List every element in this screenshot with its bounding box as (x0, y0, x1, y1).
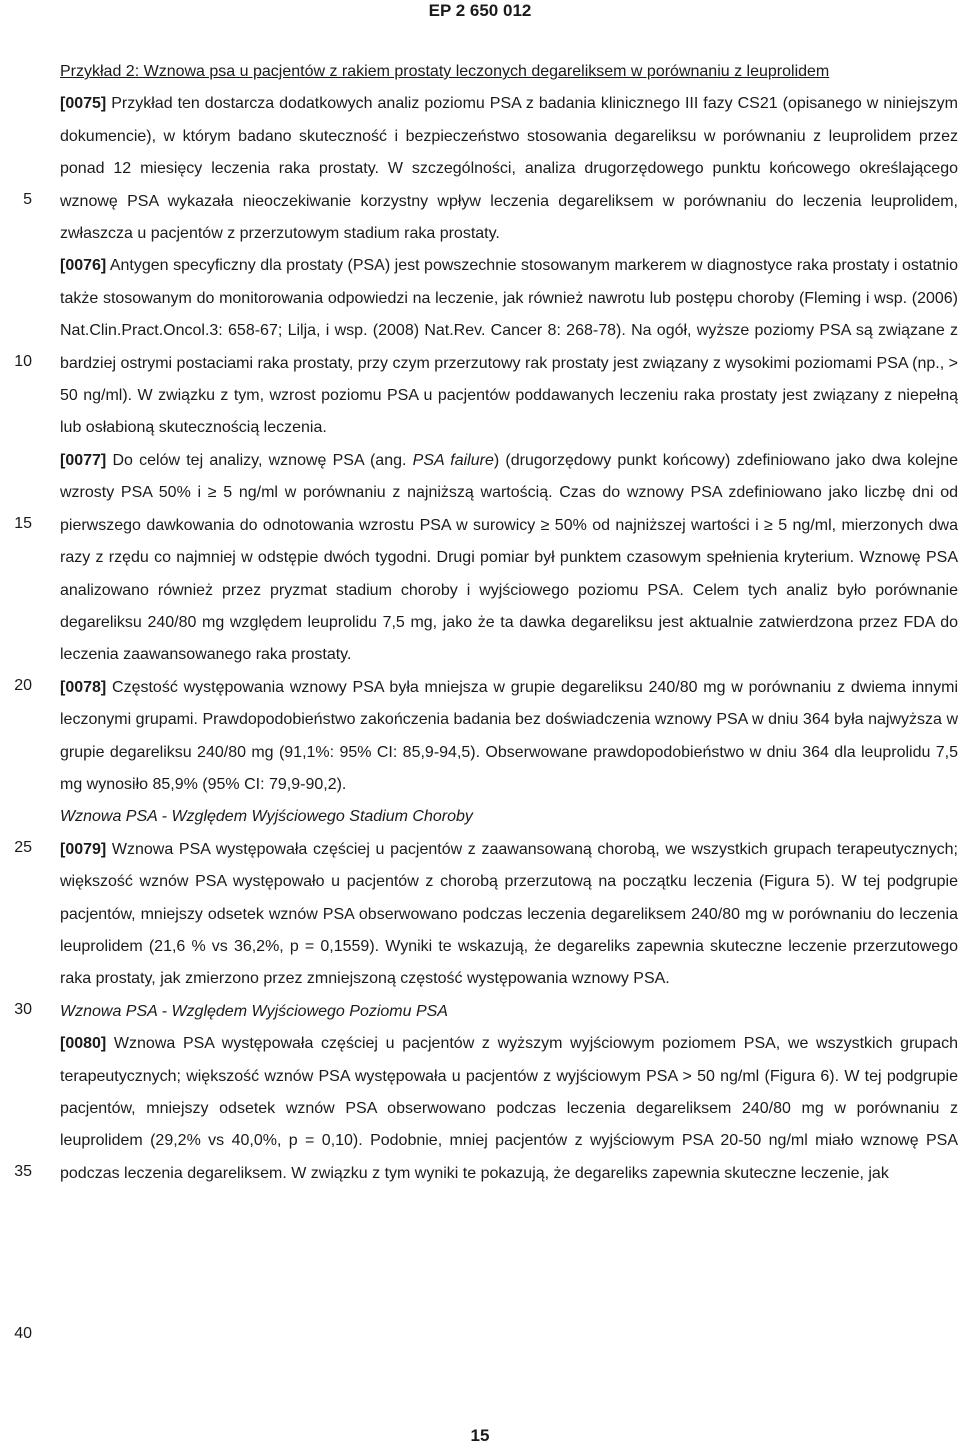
page-number: 15 (470, 1426, 490, 1445)
paragraph-text: Przykład ten dostarcza dodatkowych analiz poziomu PSA z badania klinicznego III fazy CS21 (opisanego w niniejszym dokumencie), w którym badano skuteczność i bezpieczeństwo stosowania degareliksu w porównaniu z leuprolidem przez ponad 12 miesięcy leczenia raka prostaty. W szczególności, analiza drugorzędowego punktu końcowego określającego wznowę PSA wykazała nieoczekiwanie korzystny wpływ leczenia degareliksem w porównaniu do leczenia leuprolidem, zwłaszcza u pacjentów z przerzutowym stadium raka prostaty. (60, 95, 958, 243)
paragraph-0080 (60, 1028, 958, 1190)
paragraph-text: Częstość występowania wznowy PSA była mniejsza w grupie degareliksu 240/80 mg w porównaniu z dwiema innymi leczonymi grupami. Prawdopodobieństwo zakończenia badania bez doświadczenia wznowy PSA w dniu 364 była najwyższa w grupie degareliksu 240/80 mg (91,1%: 95% CI: 85,9-94,5). Obserwowane prawdopodobieństwo w dniu 364 dla leuprolidu 7,5 mg wynosiło 85,9% (95% CI: 79,9-90,2). (60, 678, 958, 793)
paragraph-text: Antygen specyficzny dla prostaty (PSA) jest powszechnie stosowanym markerem w diagnostyce raka prostaty i ostatnio także stosowanym do monitorowania odpowiedzi na leczenie, jak również nawrotu lub postępu choroby (Fleming i wsp. (2006) Nat.Clin.Pract.Oncol.3: 658-67; Lilja, i wsp. (2008) Nat.Rev. Cancer 8: 268-78). Na ogół, wyższe poziomy PSA są związane z bardziej ostrymi postaciami raka prostaty, przy czym przerzutowy rak prostaty jest związany z wysokimi poziomami PSA (np., > 50 ng/ml). W związku z tym, wzrost poziomu PSA u pacjentów poddawanych leczeniu raka prostaty jest związany z niepełną lub osłabioną skutecznością leczenia. (60, 257, 958, 437)
paragraph-text: Wznowa PSA występowała częściej u pacjentów z zaawansowaną chorobą, we wszystkich grupach terapeutycznych; większość wznów PSA występowało u pacjentów z chorobą przerzutową na początku leczenia (Figura 5). W tej podgrupie pacjentów, mniejszy odsetek wznów PSA obserwowano podczas leczenia degareliksem 240/80 mg w porównaniu do leczenia leuprolidem (21,6 % vs 36,2%, p = 0,1559). Wyniki te wskazują, że degareliks zapewnia skuteczne leczenie przerzutowego raka prostaty, jak zmierzono przez zmniejszoną częstość występowania wznowy PSA. (60, 840, 958, 988)
line-number: 40 (14, 1325, 32, 1342)
line-number: 30 (14, 1001, 32, 1018)
paragraph-number: [0078] (60, 678, 107, 696)
paragraph-number: [0077] (60, 451, 107, 469)
paragraph-text: Wznowa PSA występowała częściej u pacjentów z wyższym wyjściowym poziomem PSA, we wszystkich grupach terapeutycznych; większość wznów PSA występowała u pacjentów z wyjściowym PSA > 50 ng/ml (Figura 6). W tej podgrupie pacjentów, mniejszy odsetek wznów PSA obserwowano podczas leczenia degareliksem 240/80 mg w porównaniu z leuprolidem (29,2% vs 40,0%, p = 0,10). Podobnie, mniej pacjentów z wyjściowym PSA 20-50 ng/ml miało wznowę PSA podczas leczenia degareliksem. W związku z tym wyniki te pokazują, że degareliks zapewnia skuteczne leczenie, jak (60, 1035, 958, 1182)
line-number: 20 (14, 677, 32, 694)
example-heading: Przykład 2: Wznowa psa u pacjentów z rakiem prostaty leczonych degareliksem w porównaniu z leuprolidem (60, 63, 830, 80)
paragraph-number: [0080] (60, 1035, 107, 1053)
paragraph-0076 (60, 250, 958, 444)
paragraph-number: [0079] (60, 840, 107, 858)
paragraph-text: ) (drugorzędowy punkt końcowy) zdefiniowano jako dwa kolejne wzrosty PSA 50% i ≥ 5 ng/ml w porównaniu z najniższą wartością. Czas do wznowy PSA zdefiniowano jako liczbę dni od pierwszego dawkowania do odnotowania wzrostu PSA w surowicy ≥ 50% od najniższej wartości i ≥ 5 ng/ml, mierzonych dwa razy z rzędu co najmniej w odstępie dwóch tygodni. Drugi pomiar był punktem czasowym spełnienia kryterium. Wznowę PSA analizowano również przez pryzmat stadium choroby i wyjściowego poziomu PSA. Celem tych analiz było porównanie degareliksu 240/80 mg względem leuprolidu 7,5 mg, jako że ta dawka degareliksu jest aktualnie zatwierdzona przez FDA do leczenia zaawansowanego raka prostaty. (60, 451, 958, 664)
paragraph-0079 (60, 834, 958, 996)
line-number: 5 (23, 191, 32, 208)
paragraph-number: [0075] (60, 95, 107, 113)
line-number: 10 (14, 353, 32, 370)
line-number: 35 (14, 1163, 32, 1180)
subheading-psa-level: Wznowa PSA - Względem Wyjściowego Poziomu PSA (60, 1002, 448, 1020)
patent-number-header: EP 2 650 012 (428, 1, 532, 20)
paragraph-0075 (60, 88, 958, 250)
paragraph-0078 (60, 672, 958, 802)
document-body (60, 56, 958, 1190)
line-number: 25 (14, 839, 32, 856)
paragraph-number: [0076] (60, 257, 107, 275)
line-number: 15 (14, 515, 32, 532)
paragraph-0077 (60, 445, 958, 672)
subheading-disease-stage: Wznowa PSA - Względem Wyjściowego Stadium Choroby (60, 808, 473, 826)
line-numbers-column (0, 0, 40, 1451)
paragraph-text-italic: PSA failure (412, 451, 494, 469)
paragraph-text: Do celów tej analizy, wznowę PSA (ang. (106, 451, 413, 469)
